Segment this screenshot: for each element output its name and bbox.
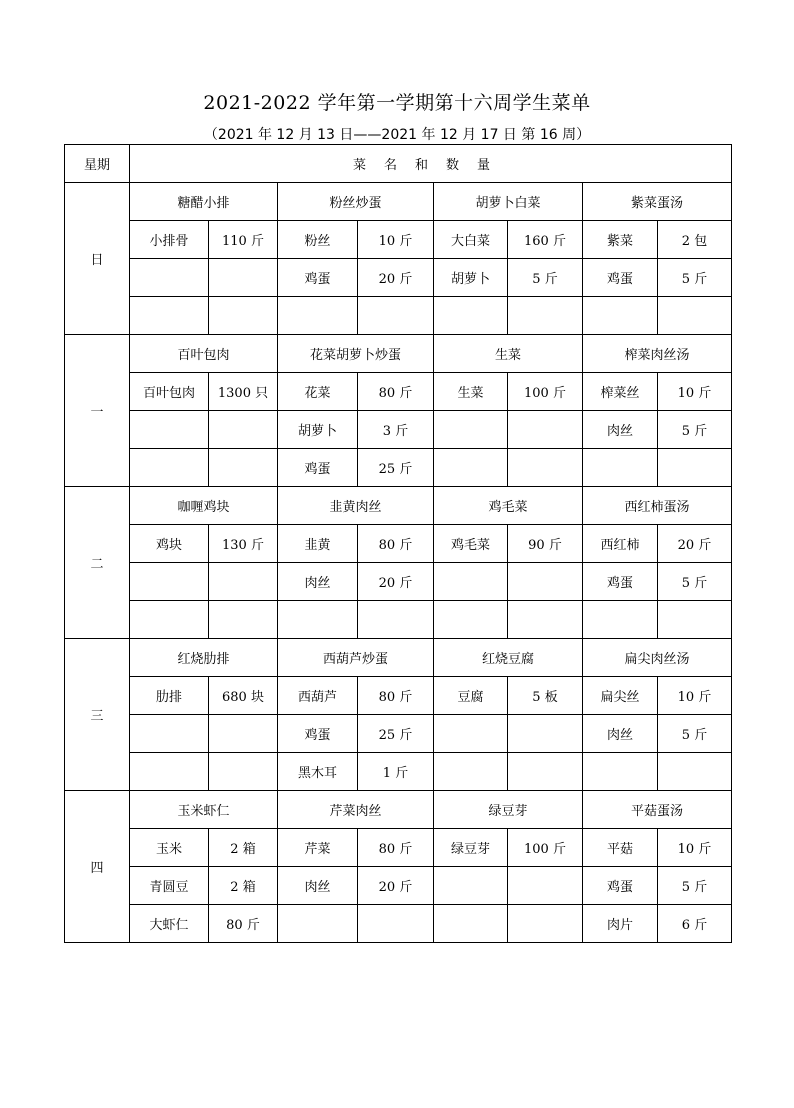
ingredient-name bbox=[130, 297, 209, 335]
ingredient-row bbox=[65, 449, 732, 487]
ingredient-name: 鸡块 bbox=[130, 525, 209, 563]
ingredient-name bbox=[130, 563, 209, 601]
ingredient-name bbox=[434, 905, 508, 943]
ingredient-name bbox=[130, 715, 209, 753]
ingredient-name bbox=[130, 411, 209, 449]
ingredient-name bbox=[434, 715, 508, 753]
dish-name: 糖醋小排 bbox=[130, 183, 278, 221]
ingredient-quantity bbox=[658, 449, 732, 487]
dish-name: 紫菜蛋汤 bbox=[583, 183, 732, 221]
ingredient-name bbox=[434, 601, 508, 639]
dish-name: 芹菜肉丝 bbox=[278, 791, 434, 829]
ingredient-quantity: 10 斤 bbox=[658, 677, 732, 715]
ingredient-quantity: 80 斤 bbox=[209, 905, 278, 943]
weekday-cell: 四 bbox=[65, 791, 130, 943]
dish-name: 西葫芦炒蛋 bbox=[278, 639, 434, 677]
date-range-subtitle: （2021 年 12 月 13 日——2021 年 12 月 17 日 第 16 周） bbox=[203, 127, 591, 143]
ingredient-name: 鸡毛菜 bbox=[434, 525, 508, 563]
ingredient-row bbox=[65, 373, 732, 411]
dish-name: 花菜胡萝卜炒蛋 bbox=[278, 335, 434, 373]
dish-name-row bbox=[65, 487, 732, 525]
dish-name: 红烧肋排 bbox=[130, 639, 278, 677]
ingredient-quantity bbox=[658, 753, 732, 791]
ingredient-name bbox=[130, 259, 209, 297]
ingredient-name bbox=[434, 411, 508, 449]
ingredient-quantity: 100 斤 bbox=[508, 829, 583, 867]
ingredient-row bbox=[65, 297, 732, 335]
ingredient-quantity: 10 斤 bbox=[658, 829, 732, 867]
ingredient-quantity bbox=[508, 601, 583, 639]
weekday-cell: 二 bbox=[65, 487, 130, 639]
dish-name: 绿豆芽 bbox=[434, 791, 583, 829]
ingredient-quantity: 80 斤 bbox=[358, 829, 434, 867]
ingredient-quantity: 10 斤 bbox=[658, 373, 732, 411]
ingredient-row bbox=[65, 715, 732, 753]
ingredient-quantity bbox=[658, 297, 732, 335]
ingredient-quantity bbox=[358, 297, 434, 335]
ingredient-quantity: 80 斤 bbox=[358, 373, 434, 411]
ingredient-quantity: 20 斤 bbox=[358, 563, 434, 601]
menu-table bbox=[64, 144, 732, 943]
ingredient-row bbox=[65, 525, 732, 563]
ingredient-name: 大虾仁 bbox=[130, 905, 209, 943]
ingredient-row bbox=[65, 677, 732, 715]
ingredient-quantity bbox=[508, 297, 583, 335]
ingredient-row bbox=[65, 867, 732, 905]
ingredient-quantity: 5 板 bbox=[508, 677, 583, 715]
ingredient-quantity: 5 斤 bbox=[508, 259, 583, 297]
ingredient-name: 肉丝 bbox=[278, 563, 358, 601]
ingredient-name bbox=[278, 905, 358, 943]
ingredient-name: 肉丝 bbox=[583, 411, 658, 449]
ingredient-quantity: 90 斤 bbox=[508, 525, 583, 563]
ingredient-quantity bbox=[209, 297, 278, 335]
ingredient-quantity: 10 斤 bbox=[358, 221, 434, 259]
ingredient-quantity: 5 斤 bbox=[658, 867, 732, 905]
ingredient-name: 平菇 bbox=[583, 829, 658, 867]
ingredient-name: 鸡蛋 bbox=[583, 259, 658, 297]
ingredient-name bbox=[583, 601, 658, 639]
ingredient-quantity: 20 斤 bbox=[358, 867, 434, 905]
ingredient-quantity: 2 箱 bbox=[209, 867, 278, 905]
ingredient-quantity: 3 斤 bbox=[358, 411, 434, 449]
ingredient-name: 花菜 bbox=[278, 373, 358, 411]
ingredient-name: 鸡蛋 bbox=[583, 563, 658, 601]
ingredient-quantity bbox=[358, 601, 434, 639]
ingredient-name: 绿豆芽 bbox=[434, 829, 508, 867]
ingredient-quantity: 80 斤 bbox=[358, 677, 434, 715]
ingredient-row bbox=[65, 753, 732, 791]
dish-name-row bbox=[65, 183, 732, 221]
ingredient-quantity: 20 斤 bbox=[358, 259, 434, 297]
ingredient-name: 粉丝 bbox=[278, 221, 358, 259]
page-title: 2021-2022 学年第一学期第十六周学生菜单 bbox=[203, 92, 591, 114]
ingredient-quantity: 5 斤 bbox=[658, 563, 732, 601]
ingredient-name bbox=[130, 601, 209, 639]
ingredient-name: 生菜 bbox=[434, 373, 508, 411]
ingredient-name: 扁尖丝 bbox=[583, 677, 658, 715]
ingredient-quantity bbox=[209, 259, 278, 297]
ingredient-name bbox=[434, 297, 508, 335]
dish-name: 扁尖肉丝汤 bbox=[583, 639, 732, 677]
dish-name: 生菜 bbox=[434, 335, 583, 373]
ingredient-quantity bbox=[508, 411, 583, 449]
ingredient-quantity: 5 斤 bbox=[658, 715, 732, 753]
ingredient-name: 小排骨 bbox=[130, 221, 209, 259]
ingredient-row bbox=[65, 601, 732, 639]
ingredient-quantity bbox=[508, 563, 583, 601]
ingredient-quantity: 25 斤 bbox=[358, 715, 434, 753]
ingredient-name: 西红柿 bbox=[583, 525, 658, 563]
ingredient-quantity bbox=[358, 905, 434, 943]
ingredient-quantity bbox=[508, 905, 583, 943]
ingredient-name: 肋排 bbox=[130, 677, 209, 715]
ingredient-row bbox=[65, 221, 732, 259]
ingredient-name: 肉丝 bbox=[278, 867, 358, 905]
ingredient-name bbox=[278, 297, 358, 335]
ingredient-name bbox=[583, 753, 658, 791]
ingredient-name bbox=[434, 867, 508, 905]
dish-name: 榨菜肉丝汤 bbox=[583, 335, 732, 373]
dish-name-row bbox=[65, 791, 732, 829]
ingredient-quantity: 110 斤 bbox=[209, 221, 278, 259]
ingredient-name bbox=[278, 601, 358, 639]
dishes-column-header: 菜名和数量 bbox=[130, 145, 732, 183]
menu-table-body bbox=[65, 145, 732, 943]
dish-name: 韭黄肉丝 bbox=[278, 487, 434, 525]
ingredient-name: 青圆豆 bbox=[130, 867, 209, 905]
ingredient-row bbox=[65, 905, 732, 943]
ingredient-name: 紫菜 bbox=[583, 221, 658, 259]
ingredient-name bbox=[434, 449, 508, 487]
dish-name-row bbox=[65, 639, 732, 677]
dish-name: 玉米虾仁 bbox=[130, 791, 278, 829]
ingredient-name: 胡萝卜 bbox=[434, 259, 508, 297]
ingredient-name: 鸡蛋 bbox=[278, 449, 358, 487]
ingredient-name: 胡萝卜 bbox=[278, 411, 358, 449]
dish-name: 百叶包肉 bbox=[130, 335, 278, 373]
weekday-cell: 一 bbox=[65, 335, 130, 487]
weekday-cell: 三 bbox=[65, 639, 130, 791]
ingredient-quantity bbox=[508, 753, 583, 791]
ingredient-quantity: 2 箱 bbox=[209, 829, 278, 867]
ingredient-row bbox=[65, 829, 732, 867]
ingredient-quantity bbox=[508, 867, 583, 905]
ingredient-name: 西葫芦 bbox=[278, 677, 358, 715]
ingredient-name: 芹菜 bbox=[278, 829, 358, 867]
ingredient-quantity: 5 斤 bbox=[658, 259, 732, 297]
ingredient-name: 鸡蛋 bbox=[278, 715, 358, 753]
ingredient-quantity: 1300 只 bbox=[209, 373, 278, 411]
ingredient-name bbox=[434, 753, 508, 791]
ingredient-quantity bbox=[209, 563, 278, 601]
ingredient-quantity: 6 斤 bbox=[658, 905, 732, 943]
ingredient-quantity: 130 斤 bbox=[209, 525, 278, 563]
ingredient-name bbox=[583, 297, 658, 335]
dish-name: 西红柿蛋汤 bbox=[583, 487, 732, 525]
ingredient-quantity bbox=[209, 753, 278, 791]
ingredient-name: 玉米 bbox=[130, 829, 209, 867]
ingredient-quantity bbox=[508, 449, 583, 487]
ingredient-quantity bbox=[658, 601, 732, 639]
ingredient-quantity bbox=[209, 449, 278, 487]
ingredient-quantity bbox=[209, 411, 278, 449]
dish-name: 鸡毛菜 bbox=[434, 487, 583, 525]
ingredient-name bbox=[583, 449, 658, 487]
ingredient-row bbox=[65, 563, 732, 601]
ingredient-name: 榨菜丝 bbox=[583, 373, 658, 411]
dish-name: 咖喱鸡块 bbox=[130, 487, 278, 525]
ingredient-quantity: 2 包 bbox=[658, 221, 732, 259]
ingredient-quantity: 25 斤 bbox=[358, 449, 434, 487]
ingredient-quantity: 1 斤 bbox=[358, 753, 434, 791]
ingredient-quantity: 680 块 bbox=[209, 677, 278, 715]
day-column-header: 星期 bbox=[65, 145, 130, 183]
ingredient-quantity bbox=[209, 715, 278, 753]
ingredient-name bbox=[130, 449, 209, 487]
dish-name: 红烧豆腐 bbox=[434, 639, 583, 677]
ingredient-quantity: 160 斤 bbox=[508, 221, 583, 259]
ingredient-name: 鸡蛋 bbox=[278, 259, 358, 297]
ingredient-quantity bbox=[209, 601, 278, 639]
ingredient-name: 韭黄 bbox=[278, 525, 358, 563]
ingredient-name: 百叶包肉 bbox=[130, 373, 209, 411]
dish-name-row bbox=[65, 335, 732, 373]
dish-name: 平菇蛋汤 bbox=[583, 791, 732, 829]
ingredient-quantity: 80 斤 bbox=[358, 525, 434, 563]
ingredient-name: 肉片 bbox=[583, 905, 658, 943]
ingredient-name bbox=[130, 753, 209, 791]
ingredient-name: 大白菜 bbox=[434, 221, 508, 259]
ingredient-quantity: 20 斤 bbox=[658, 525, 732, 563]
ingredient-quantity bbox=[508, 715, 583, 753]
ingredient-name bbox=[434, 563, 508, 601]
dish-name: 粉丝炒蛋 bbox=[278, 183, 434, 221]
ingredient-name: 鸡蛋 bbox=[583, 867, 658, 905]
header-row bbox=[65, 145, 732, 183]
ingredient-row bbox=[65, 411, 732, 449]
ingredient-row bbox=[65, 259, 732, 297]
ingredient-quantity: 5 斤 bbox=[658, 411, 732, 449]
ingredient-quantity: 100 斤 bbox=[508, 373, 583, 411]
dish-name: 胡萝卜白菜 bbox=[434, 183, 583, 221]
ingredient-name: 肉丝 bbox=[583, 715, 658, 753]
ingredient-name: 豆腐 bbox=[434, 677, 508, 715]
ingredient-name: 黑木耳 bbox=[278, 753, 358, 791]
weekday-cell: 日 bbox=[65, 183, 130, 335]
